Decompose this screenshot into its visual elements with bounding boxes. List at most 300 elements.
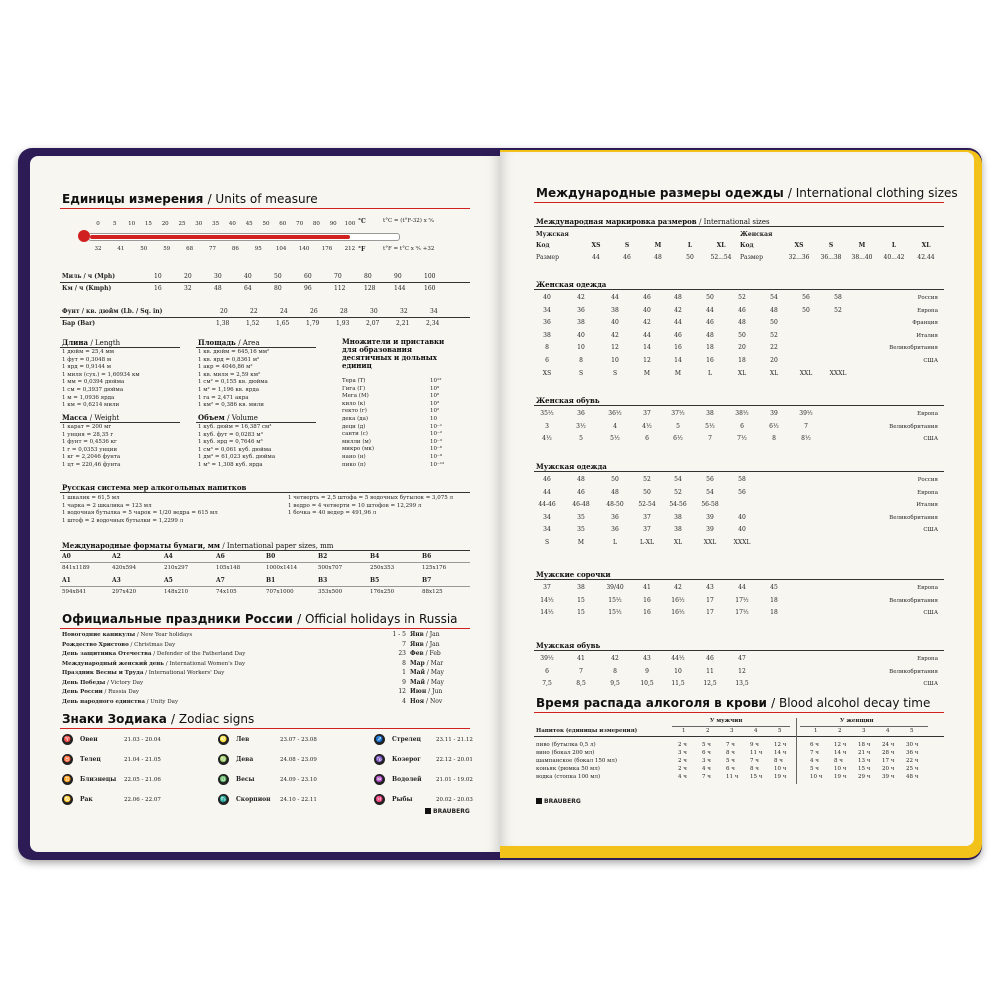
zodiac-dates: 21.03 - 20.04 bbox=[124, 737, 161, 743]
fahrenheit-label: °F bbox=[358, 246, 366, 253]
size-value: 50 bbox=[802, 306, 810, 314]
zodiac-dates: 23.11 - 21.12 bbox=[436, 737, 473, 743]
paper-size-value: 707x1000 bbox=[266, 589, 294, 595]
holiday-row: День народного единства / Unity Day bbox=[62, 698, 179, 705]
men-size: 52...54 bbox=[710, 254, 732, 261]
kmph-value: 48 bbox=[214, 285, 222, 292]
mph-value: 40 bbox=[244, 273, 252, 280]
size-value: 38 bbox=[674, 526, 682, 534]
decay-men: 9 ч bbox=[750, 742, 759, 748]
size-value: 40 bbox=[543, 294, 551, 301]
bar-value: 1,93 bbox=[336, 320, 350, 327]
kmph-value: 32 bbox=[184, 285, 192, 292]
length-item: 1 км = 0,6214 мили bbox=[62, 402, 120, 409]
size-value: XS bbox=[542, 369, 552, 377]
area-item: 1 кв. миля = 2,59 км² bbox=[198, 371, 261, 378]
decay-men: 6 ч bbox=[702, 750, 711, 756]
mph-value: 90 bbox=[394, 273, 402, 280]
size-value: 36 bbox=[611, 526, 619, 534]
size-value: 10,5 bbox=[640, 680, 654, 688]
size-country: Великобритания bbox=[889, 345, 938, 352]
size-value: 20 bbox=[770, 357, 778, 364]
drink-header: Напиток (единицы измерения) bbox=[536, 728, 638, 734]
mph-value: 70 bbox=[334, 273, 342, 280]
size-value: 3½ bbox=[576, 422, 586, 430]
psi-label: Фунт / кв. дюйм (Lb. / Sq. in) bbox=[62, 308, 163, 315]
kmph-value: 112 bbox=[334, 285, 346, 292]
size-value: 52 bbox=[834, 306, 842, 314]
size-value: 6 bbox=[645, 435, 649, 443]
size-value: 12 bbox=[738, 667, 746, 675]
size-country: Европа bbox=[917, 307, 938, 314]
size-value: 38½ bbox=[735, 410, 749, 417]
women-code: S bbox=[828, 242, 834, 249]
size-section-title: Мужская обувь bbox=[536, 641, 601, 650]
bar-value: 1,65 bbox=[276, 320, 290, 327]
size-value: 54 bbox=[674, 476, 682, 483]
decay-men: 12 ч bbox=[774, 742, 787, 748]
volume-item: 1 куб. дюйм = 16,387 см³ bbox=[198, 424, 272, 430]
size-country: США bbox=[923, 358, 938, 364]
size-value: 16½ bbox=[671, 596, 685, 604]
decay-men: 10 ч bbox=[774, 766, 787, 772]
size-country: Франция bbox=[912, 320, 938, 327]
holiday-date: 7 bbox=[402, 640, 406, 648]
size-value: 42 bbox=[643, 319, 651, 327]
zodiac-dates: 21.04 - 21.05 bbox=[124, 757, 161, 763]
zodiac-name: Водолей bbox=[392, 776, 422, 783]
size-value: 17 bbox=[706, 609, 714, 617]
area-item: 1 кв. дюйм = 645,16 мм² bbox=[198, 349, 270, 355]
code-label-women: Код bbox=[740, 242, 754, 249]
size-value: 12 bbox=[611, 344, 619, 352]
men-label: Мужская bbox=[536, 231, 569, 238]
decay-women: 36 ч bbox=[906, 750, 919, 756]
men-size: 50 bbox=[686, 254, 694, 261]
holiday-row: Праздник Весны и Труда / International Workers' Day bbox=[62, 670, 225, 676]
paper-size-name: B3 bbox=[318, 577, 328, 584]
zodiac-name: Стрелец bbox=[392, 736, 421, 743]
decay-men: 7 ч bbox=[702, 774, 711, 780]
holiday-date: 1 - 5 bbox=[392, 631, 406, 638]
length-item: 1 фут = 0,3048 м bbox=[62, 356, 112, 363]
paper-size-name: A4 bbox=[164, 553, 173, 560]
zodiac-name: Весы bbox=[236, 776, 255, 783]
celsius-tick: 10 bbox=[128, 221, 136, 227]
zodiac-dates: 22.05 - 21.06 bbox=[124, 777, 161, 783]
size-section-title: Женская обувь bbox=[536, 396, 600, 405]
size-value: 10 bbox=[611, 357, 619, 364]
men-size: 48 bbox=[654, 254, 662, 261]
women-code: M bbox=[858, 242, 866, 249]
holiday-row: День Победы / Victory Day bbox=[62, 679, 144, 686]
size-label-men: Размер bbox=[536, 254, 559, 261]
holiday-month: Янв / Jan bbox=[410, 640, 440, 648]
length-item: 1 мм = 0,0394 дюйма bbox=[62, 379, 125, 386]
size-value: 5½ bbox=[610, 435, 620, 443]
zodiac-name: Лев bbox=[236, 736, 250, 743]
size-value: 18 bbox=[706, 344, 714, 352]
size-country: США bbox=[923, 436, 938, 443]
size-value: 8 bbox=[579, 357, 583, 364]
size-value: 52 bbox=[738, 294, 746, 301]
bar-value: 2,07 bbox=[366, 320, 380, 327]
size-value: M bbox=[577, 539, 585, 546]
psi-value: 22 bbox=[250, 308, 258, 315]
decay-women: 17 ч bbox=[882, 758, 895, 764]
size-value: 22 bbox=[770, 344, 778, 352]
paper-size-name: B1 bbox=[266, 577, 276, 584]
clothing-title: Международные размеры одежды / International clothing sizes bbox=[536, 186, 958, 200]
zodiac-dates: 21.01 - 19.02 bbox=[436, 777, 473, 783]
prefix-name: Мега (М) bbox=[342, 393, 369, 400]
celsius-formula: t°C = (t°F-32) x ⁵⁄₉ bbox=[383, 218, 434, 224]
paper-size-name: B2 bbox=[318, 553, 328, 560]
size-value: 16 bbox=[674, 344, 682, 352]
decay-women: 6 ч bbox=[810, 742, 819, 748]
size-value: 43 bbox=[706, 584, 714, 591]
fahrenheit-tick: 212 bbox=[344, 246, 356, 252]
decay-women: 21 ч bbox=[858, 750, 871, 756]
prefix-name: гекто (г) bbox=[342, 408, 367, 415]
size-value: 38 bbox=[611, 306, 619, 314]
alcohol-col-men: 3 bbox=[730, 728, 734, 734]
women-size: 32...36 bbox=[788, 254, 810, 261]
celsius-tick: 90 bbox=[329, 221, 337, 227]
alco-right-item: 1 бочка = 40 ведер = 491,96 л bbox=[288, 510, 377, 517]
size-value: 37 bbox=[643, 410, 651, 417]
paper-size-value: 88x125 bbox=[422, 589, 443, 595]
volume-title: Объем / Volume bbox=[198, 413, 258, 422]
men-code: XS bbox=[591, 242, 601, 249]
zodiac-icon: ♑ bbox=[375, 756, 384, 763]
celsius-tick: 5 bbox=[113, 221, 117, 227]
size-value: 39 bbox=[770, 410, 778, 417]
zodiac-name: Дева bbox=[236, 756, 254, 763]
holiday-month: Фев / Feb bbox=[410, 650, 441, 657]
area-item: 1 км² = 0,386 кв. мили bbox=[198, 402, 264, 409]
kmph-value: 96 bbox=[304, 285, 312, 292]
decay-men: 5 ч bbox=[726, 758, 735, 764]
alco-left-item: 1 шкалик = 61,5 мл bbox=[62, 495, 120, 501]
bar-label: Бар (Bar) bbox=[62, 320, 96, 327]
size-country: Европа bbox=[917, 585, 938, 591]
decay-men: 11 ч bbox=[750, 750, 763, 756]
size-value: 4 bbox=[613, 422, 617, 430]
size-value: 44½ bbox=[671, 655, 685, 662]
zodiac-dates: 23.07 - 23.08 bbox=[280, 737, 317, 743]
size-value: 48-50 bbox=[606, 501, 624, 509]
decay-women: 25 ч bbox=[906, 766, 919, 772]
size-value: 39½ bbox=[540, 655, 554, 662]
size-country: Великобритания bbox=[889, 668, 938, 675]
size-value: 44 bbox=[643, 331, 651, 339]
prefix-value: 10⁻⁹ bbox=[430, 454, 443, 460]
size-value: L-XL bbox=[639, 539, 655, 546]
size-value: 5 bbox=[676, 422, 680, 430]
celsius-tick: 40 bbox=[228, 221, 236, 227]
celsius-tick: 35 bbox=[212, 221, 220, 227]
size-country: США bbox=[923, 610, 938, 617]
size-value: 46 bbox=[706, 319, 714, 327]
size-value: 12 bbox=[643, 357, 651, 364]
decay-women: 22 ч bbox=[906, 758, 919, 764]
psi-value: 30 bbox=[370, 308, 378, 315]
size-value: 11 bbox=[706, 667, 714, 675]
size-value: 17 bbox=[706, 596, 714, 604]
women-size: 40...42 bbox=[883, 254, 905, 261]
zodiac-name: Рак bbox=[80, 796, 93, 803]
volume-item: 1 см³ = 0,061 куб. дюйма bbox=[198, 446, 272, 453]
alcohol-col-men: 2 bbox=[706, 728, 710, 734]
paper-size-value: 74x105 bbox=[216, 589, 237, 595]
size-value: L bbox=[708, 369, 712, 377]
size-value: 36 bbox=[577, 410, 585, 417]
size-section-title: Мужская одежда bbox=[536, 462, 607, 471]
prefix-name: Тера (Т) bbox=[342, 378, 366, 384]
size-value: 15 bbox=[577, 596, 585, 604]
prefix-name: Гига (Г) bbox=[342, 385, 366, 392]
size-value: M bbox=[643, 369, 651, 377]
size-value: 41 bbox=[643, 584, 651, 591]
holiday-date: 8 bbox=[402, 659, 406, 667]
size-value: 17½ bbox=[735, 609, 749, 617]
holiday-date: 9 bbox=[402, 678, 406, 686]
size-value: 5½ bbox=[705, 422, 715, 430]
size-value: 46 bbox=[738, 306, 746, 314]
size-value: 18 bbox=[738, 357, 746, 364]
area-item: 1 кв. ярд = 0,8361 м² bbox=[198, 356, 260, 363]
decay-women: 12 ч bbox=[834, 742, 847, 748]
decay-women: 5 ч bbox=[810, 766, 819, 772]
size-value: 7 bbox=[579, 667, 583, 675]
celsius-tick: 15 bbox=[144, 221, 152, 227]
size-value: 37 bbox=[643, 526, 651, 534]
size-value: 39/40 bbox=[606, 584, 624, 591]
zodiac-icon: ♋ bbox=[63, 796, 72, 803]
psi-value: 26 bbox=[310, 308, 318, 315]
zodiac-dates: 22.06 - 22.07 bbox=[124, 797, 161, 803]
decay-men: 3 ч bbox=[702, 758, 711, 764]
paper-size-name: B4 bbox=[370, 553, 380, 560]
decay-women: 48 ч bbox=[906, 774, 919, 780]
size-value: 36½ bbox=[608, 410, 622, 417]
size-value: 50 bbox=[770, 319, 778, 327]
decay-men: 8 ч bbox=[750, 766, 759, 772]
zodiac-icon: ♎ bbox=[219, 776, 228, 783]
psi-value: 28 bbox=[340, 308, 348, 315]
size-country: Россия bbox=[917, 477, 938, 483]
size-value: 10 bbox=[674, 667, 682, 675]
size-country: Великобритания bbox=[889, 597, 938, 604]
size-value: 44 bbox=[543, 488, 551, 496]
size-value: 14 bbox=[674, 357, 682, 364]
size-value: 50 bbox=[643, 488, 651, 496]
size-country: Европа bbox=[917, 656, 938, 662]
psi-value: 32 bbox=[400, 308, 408, 315]
size-value: 36 bbox=[611, 513, 619, 521]
size-value: 6½ bbox=[673, 435, 683, 443]
holiday-month: Мар / Mar bbox=[410, 659, 444, 667]
size-value: 46-48 bbox=[572, 501, 590, 509]
celsius-tick: 70 bbox=[296, 221, 304, 227]
bar-value: 2,34 bbox=[426, 320, 440, 327]
celsius-tick: 20 bbox=[161, 221, 169, 227]
men-code: M bbox=[654, 242, 662, 249]
decay-men: 2 ч bbox=[678, 758, 687, 764]
fahrenheit-tick: 104 bbox=[275, 246, 287, 252]
size-value: 47 bbox=[738, 655, 746, 662]
decay-men: 3 ч bbox=[678, 750, 687, 756]
alcohol-col-women: 1 bbox=[814, 728, 818, 734]
size-country: США bbox=[923, 681, 938, 688]
zodiac-icon: ♌ bbox=[219, 736, 228, 743]
alco-left-item: 1 чарка = 2 шкалика = 123 мл bbox=[62, 502, 152, 509]
mass-item: 1 карат = 200 мг bbox=[62, 424, 112, 430]
zodiac-dates: 24.09 - 23.10 bbox=[280, 777, 317, 783]
women-code: L bbox=[891, 242, 897, 249]
zodiac-name: Козерог bbox=[392, 756, 421, 763]
size-country: Великобритания bbox=[889, 514, 938, 521]
holiday-row: Новогодние каникулы / New Year holidays bbox=[62, 632, 193, 638]
length-item: 1 ярд = 0,9144 м bbox=[62, 364, 112, 371]
kmph-label: Км / ч (Kmph) bbox=[62, 285, 112, 292]
area-item: 1 см² = 0,155 кв. дюйма bbox=[198, 379, 268, 386]
decay-men: 4 ч bbox=[702, 766, 711, 772]
bar-value: 1,79 bbox=[306, 320, 320, 327]
zodiac-icon: ♉ bbox=[63, 756, 72, 763]
size-value: XXL bbox=[799, 369, 813, 377]
size-label-women: Размер bbox=[740, 254, 763, 261]
holiday-month: Май / May bbox=[410, 669, 444, 676]
size-value: 16 bbox=[643, 609, 651, 617]
decay-women: 10 ч bbox=[834, 766, 847, 772]
size-section-title: Женская одежда bbox=[536, 280, 607, 289]
paper-size-name: A1 bbox=[62, 577, 71, 584]
celsius-tick: 30 bbox=[195, 221, 203, 227]
size-value: 42 bbox=[577, 294, 585, 301]
brand-logo-right: BRAUBERG bbox=[536, 798, 581, 805]
paper-size-value: 500x707 bbox=[318, 565, 343, 571]
holiday-date: 4 bbox=[402, 697, 406, 705]
paper-size-name: A5 bbox=[164, 577, 173, 584]
kmph-value: 64 bbox=[244, 285, 252, 292]
fahrenheit-tick: 140 bbox=[298, 246, 310, 252]
decay-men: 8 ч bbox=[774, 758, 783, 764]
alco-right-item: 1 ведро = 4 четверти = 10 штофов = 12,299 л bbox=[288, 502, 422, 509]
alcohol-col-women: 5 bbox=[910, 728, 914, 734]
size-value: 20 bbox=[738, 344, 746, 352]
size-country: Европа bbox=[917, 489, 938, 496]
paper-size-value: 1000x1414 bbox=[266, 565, 298, 571]
zodiac-icon: ♈ bbox=[63, 736, 72, 743]
paper-size-value: 353x500 bbox=[318, 589, 343, 595]
decay-men: 2 ч bbox=[678, 766, 687, 772]
prefix-value: 10⁹ bbox=[430, 385, 440, 392]
paper-size-name: B5 bbox=[370, 577, 380, 584]
size-value: 35 bbox=[577, 513, 585, 521]
men-code: S bbox=[624, 242, 630, 249]
kmph-value: 160 bbox=[424, 285, 436, 292]
alcohol-col-men: 5 bbox=[778, 728, 782, 734]
size-value: 12,5 bbox=[703, 680, 717, 688]
size-value: 46 bbox=[674, 331, 682, 339]
holiday-row: Рождество Христово / Christmas Day bbox=[62, 641, 176, 648]
size-country: Италия bbox=[916, 502, 938, 509]
prefix-value: 10⁻¹ bbox=[430, 423, 443, 430]
holiday-date: 23 bbox=[398, 650, 406, 657]
size-value: 40 bbox=[643, 306, 651, 314]
length-item: 1 см = 0,3937 дюйма bbox=[62, 387, 124, 393]
prefix-name: милли (м) bbox=[342, 438, 371, 445]
prefix-name: пико (п) bbox=[342, 461, 366, 468]
psi-value: 20 bbox=[220, 308, 228, 315]
volume-item: 1 куб. ярд = 0,7646 м³ bbox=[198, 439, 263, 446]
volume-item: 1 м³ = 1,308 куб. ярда bbox=[198, 462, 263, 468]
size-value: 46 bbox=[706, 655, 714, 662]
size-value: 16 bbox=[706, 357, 714, 364]
size-value: 44 bbox=[738, 584, 746, 591]
mph-value: 30 bbox=[214, 273, 222, 280]
holiday-date: 12 bbox=[398, 688, 406, 695]
size-value: 52 bbox=[643, 476, 651, 483]
zodiac-icon: ♒ bbox=[375, 776, 384, 783]
volume-item: 1 дм³ = 61,023 куб. дюйма bbox=[198, 454, 276, 461]
size-value: 7 bbox=[804, 422, 808, 430]
fahrenheit-tick: 32 bbox=[94, 246, 102, 252]
size-value: 17½ bbox=[735, 596, 749, 604]
decay-men: 7 ч bbox=[750, 758, 759, 764]
size-value: XXXL bbox=[733, 539, 751, 546]
size-value: 48 bbox=[706, 331, 714, 339]
paper-size-value: 594x841 bbox=[62, 589, 87, 595]
men-code: L bbox=[687, 242, 693, 249]
decay-men: 4 ч bbox=[678, 774, 687, 780]
size-value: 50 bbox=[738, 331, 746, 339]
decay-women: 24 ч bbox=[882, 742, 895, 748]
size-value: 34 bbox=[543, 526, 551, 534]
size-value: 40 bbox=[738, 526, 746, 534]
drink-name: коньяк (рюмка 50 мл) bbox=[536, 766, 600, 772]
mph-value: 60 bbox=[304, 273, 312, 280]
length-title: Длина / Length bbox=[62, 338, 121, 347]
mass-title: Масса / Weight bbox=[62, 413, 120, 422]
size-value: 14½ bbox=[540, 609, 554, 617]
code-label-men: Код bbox=[536, 242, 550, 249]
decay-men: 8 ч bbox=[726, 750, 735, 756]
mph-value: 100 bbox=[424, 273, 436, 280]
size-value: 39½ bbox=[799, 410, 813, 417]
psi-value: 24 bbox=[280, 308, 288, 315]
bar-value: 2,21 bbox=[396, 320, 410, 327]
decay-women: 14 ч bbox=[834, 750, 847, 756]
units-title: Единицы измерения / Units of measure bbox=[62, 192, 318, 206]
paper-size-name: A7 bbox=[216, 577, 225, 584]
zodiac-icon: ♐ bbox=[375, 736, 384, 743]
zodiac-icon: ♊ bbox=[63, 776, 72, 783]
size-value: 44-46 bbox=[538, 501, 556, 509]
size-value: 52-54 bbox=[638, 501, 656, 509]
women-code: XL bbox=[921, 242, 931, 249]
size-value: 38 bbox=[577, 584, 585, 591]
decay-women: 13 ч bbox=[858, 758, 871, 764]
size-value: L bbox=[613, 539, 617, 546]
zodiac-dates: 22.12 - 20.01 bbox=[436, 757, 473, 763]
paper-size-value: 105x148 bbox=[216, 565, 241, 571]
size-value: 6 bbox=[545, 357, 549, 364]
size-value: 45 bbox=[770, 584, 778, 591]
decay-women: 39 ч bbox=[882, 774, 895, 780]
